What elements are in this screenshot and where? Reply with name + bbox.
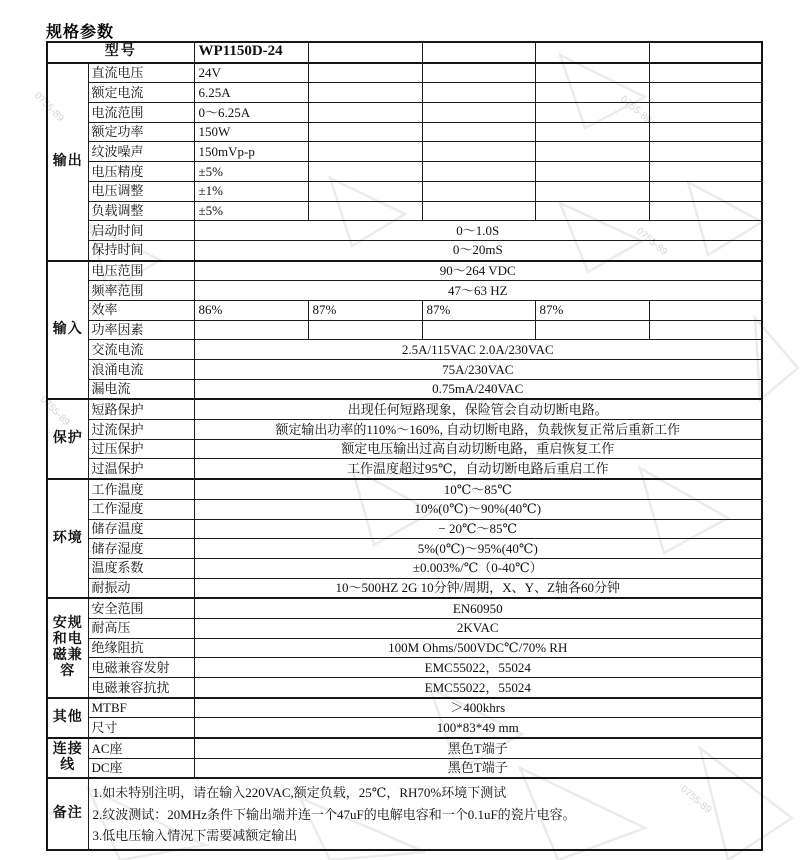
watermark-text: 0755-89 bbox=[618, 93, 654, 126]
table-row bbox=[47, 83, 762, 103]
empty-cell bbox=[535, 83, 649, 103]
row-value: 150mVp-p bbox=[194, 142, 308, 162]
row-value: 0～6.25A bbox=[194, 103, 308, 123]
group-cell: 其他 bbox=[47, 698, 88, 738]
table-row bbox=[47, 558, 762, 578]
empty-cell bbox=[535, 162, 649, 182]
row-value-merged: EMC55022，55024 bbox=[194, 678, 762, 698]
row-label: 交流电流 bbox=[88, 340, 194, 360]
group-cell: 环境 bbox=[47, 479, 88, 598]
row-label: 过温保护 bbox=[88, 459, 194, 479]
empty-cell bbox=[649, 83, 762, 103]
empty-cell bbox=[308, 42, 422, 63]
model-label: 型号 bbox=[47, 42, 194, 63]
row-label: 温度系数 bbox=[88, 558, 194, 578]
table-row bbox=[47, 300, 762, 320]
row-label: 电压调整 bbox=[88, 181, 194, 201]
row-label: 电流范围 bbox=[88, 103, 194, 123]
row-label: 电磁兼容抗扰 bbox=[88, 678, 194, 698]
notes-cell bbox=[88, 778, 762, 850]
row-value-merged: EMC55022，55024 bbox=[194, 658, 762, 678]
row-value-merged: 2.5A/115VAC 2.0A/230VAC bbox=[194, 340, 762, 360]
row-value: 87% bbox=[535, 300, 649, 320]
row-value-merged: 10℃～85℃ bbox=[194, 479, 762, 499]
empty-cell bbox=[422, 201, 535, 221]
model-row bbox=[47, 42, 762, 63]
table-row bbox=[47, 718, 762, 738]
row-value: 24V bbox=[194, 63, 308, 83]
row-value: 87% bbox=[422, 300, 535, 320]
empty-cell bbox=[649, 63, 762, 83]
row-value-merged: 额定电压输出过高自动切断电路，重启恢复工作 bbox=[194, 439, 762, 459]
watermark-text: 0755-89 bbox=[31, 90, 66, 125]
empty-cell bbox=[535, 63, 649, 83]
row-value: 6.25A bbox=[194, 83, 308, 103]
row-value-merged: 47～63 HZ bbox=[194, 281, 762, 301]
watermark-text: 0755-89 bbox=[678, 783, 714, 816]
table-row bbox=[47, 578, 762, 598]
table-row bbox=[47, 459, 762, 479]
row-label: 过流保护 bbox=[88, 420, 194, 440]
row-value-merged: 75A/230VAC bbox=[194, 360, 762, 380]
row-value-merged: 100M Ohms/500VDC℃/70% RH bbox=[194, 638, 762, 658]
row-label: 短路保护 bbox=[88, 399, 194, 419]
row-label: 功率因素 bbox=[88, 320, 194, 340]
row-label: 安全范围 bbox=[88, 598, 194, 618]
row-label: 频率范围 bbox=[88, 281, 194, 301]
row-value-merged: 0～1.0S bbox=[194, 221, 762, 241]
empty-cell bbox=[308, 103, 422, 123]
row-value-merged: EN60950 bbox=[194, 598, 762, 618]
empty-cell bbox=[308, 142, 422, 162]
row-label: 尺寸 bbox=[88, 718, 194, 738]
empty-cell bbox=[422, 83, 535, 103]
group-cell: 保护 bbox=[47, 399, 88, 479]
table-row bbox=[47, 261, 762, 281]
row-label: 电压范围 bbox=[88, 261, 194, 281]
row-label: 工作湿度 bbox=[88, 499, 194, 519]
empty-cell bbox=[649, 320, 762, 340]
row-label: 工作温度 bbox=[88, 479, 194, 499]
table-row bbox=[47, 63, 762, 83]
row-value-merged: 0～20mS bbox=[194, 240, 762, 260]
row-label: 纹波噪声 bbox=[88, 142, 194, 162]
row-label: 绝缘阻抗 bbox=[88, 638, 194, 658]
row-value: ±5% bbox=[194, 201, 308, 221]
empty-cell bbox=[194, 320, 308, 340]
empty-cell bbox=[308, 83, 422, 103]
empty-cell bbox=[308, 122, 422, 142]
note-line: 1.如未特别注明，请在输入220VAC,额定负载，25℃，RH70%环境下测试 bbox=[92, 785, 507, 801]
row-value-merged: ±0.003%/℃（0-40℃） bbox=[194, 558, 762, 578]
row-value-merged: 100*83*49 mm bbox=[194, 718, 762, 738]
row-value-merged: − 20℃～85℃ bbox=[194, 519, 762, 539]
empty-cell bbox=[535, 142, 649, 162]
empty-cell bbox=[535, 181, 649, 201]
row-value: 87% bbox=[308, 300, 422, 320]
row-value-merged: 5%(0℃)～95%(40℃) bbox=[194, 539, 762, 559]
empty-cell bbox=[649, 162, 762, 182]
note-line: 2.纹波测试：20MHz条件下输出端并连一个47uF的电解电容和一个0.1uF的瓷片电容。 bbox=[92, 806, 576, 822]
row-value-merged: ＞400khrs bbox=[194, 698, 762, 718]
table-row bbox=[47, 201, 762, 221]
empty-cell bbox=[649, 42, 762, 63]
empty-cell bbox=[308, 162, 422, 182]
row-label: 保持时间 bbox=[88, 240, 194, 260]
table-row bbox=[47, 519, 762, 539]
group-cell: 安规和电磁兼容 bbox=[47, 598, 88, 697]
group-cell: 备注 bbox=[47, 778, 88, 850]
row-value-merged: 工作温度超过95℃，自动切断电路后重启工作 bbox=[194, 459, 762, 479]
empty-cell bbox=[308, 320, 422, 340]
table-row bbox=[47, 420, 762, 440]
row-label: 储存温度 bbox=[88, 519, 194, 539]
row-value-merged: 黑色T端子 bbox=[194, 738, 762, 758]
empty-cell bbox=[535, 42, 649, 63]
empty-cell bbox=[422, 42, 535, 63]
table-row bbox=[47, 340, 762, 360]
table-row bbox=[47, 618, 762, 638]
table-row bbox=[47, 598, 762, 618]
row-label: 漏电流 bbox=[88, 379, 194, 399]
empty-cell bbox=[308, 201, 422, 221]
watermark-text: 0755-89 bbox=[37, 394, 72, 429]
group-cell: 连接线 bbox=[47, 738, 88, 778]
row-value-merged: 10～500HZ 2G 10分钟/周期，X、Y、Z轴各60分钟 bbox=[194, 578, 762, 598]
table-row bbox=[47, 399, 762, 419]
table-row bbox=[47, 221, 762, 241]
watermark-text: 0755-89 bbox=[634, 225, 670, 258]
row-value: 86% bbox=[194, 300, 308, 320]
row-label: 电磁兼容发射 bbox=[88, 658, 194, 678]
table-row bbox=[47, 360, 762, 380]
spec-table-body bbox=[47, 42, 762, 850]
row-label: 储存湿度 bbox=[88, 539, 194, 559]
row-value-merged: 2KVAC bbox=[194, 618, 762, 638]
table-row bbox=[47, 758, 762, 778]
table-row bbox=[47, 479, 762, 499]
empty-cell bbox=[308, 181, 422, 201]
empty-cell bbox=[422, 320, 535, 340]
row-value-merged: 黑色T端子 bbox=[194, 758, 762, 778]
empty-cell bbox=[535, 320, 649, 340]
empty-cell bbox=[649, 103, 762, 123]
row-label: 耐振动 bbox=[88, 578, 194, 598]
row-value: 150W bbox=[194, 122, 308, 142]
row-value-merged: 额定输出功率的110%～160%, 自动切断电路，负载恢复正常后重新工作 bbox=[194, 420, 762, 440]
row-label: 额定电流 bbox=[88, 83, 194, 103]
table-row bbox=[47, 678, 762, 698]
row-value-merged: 90～264 VDC bbox=[194, 261, 762, 281]
row-label: MTBF bbox=[88, 698, 194, 718]
notes-row bbox=[47, 778, 762, 850]
empty-cell bbox=[649, 122, 762, 142]
empty-cell bbox=[535, 122, 649, 142]
empty-cell bbox=[649, 300, 762, 320]
row-value-merged: 0.75mA/240VAC bbox=[194, 379, 762, 399]
table-row bbox=[47, 499, 762, 519]
row-label: 额定功率 bbox=[88, 122, 194, 142]
table-row bbox=[47, 320, 762, 340]
row-value-merged: 出现任何短路现象，保险管会自动切断电路。 bbox=[194, 399, 762, 419]
empty-cell bbox=[422, 63, 535, 83]
empty-cell bbox=[535, 201, 649, 221]
table-row bbox=[47, 539, 762, 559]
row-label: 浪涌电流 bbox=[88, 360, 194, 380]
page-title: 规格参数 bbox=[46, 24, 115, 41]
empty-cell bbox=[422, 162, 535, 182]
row-value-merged: 10%(0℃)～90%(40℃) bbox=[194, 499, 762, 519]
row-label: AC座 bbox=[88, 738, 194, 758]
table-row bbox=[47, 181, 762, 201]
row-label: 效率 bbox=[88, 300, 194, 320]
row-label: 直流电压 bbox=[88, 63, 194, 83]
spec-table bbox=[46, 41, 763, 851]
row-value: ±1% bbox=[194, 181, 308, 201]
empty-cell bbox=[535, 103, 649, 123]
row-label: 过压保护 bbox=[88, 439, 194, 459]
model-value: WP1150D-24 bbox=[194, 42, 308, 63]
table-row bbox=[47, 738, 762, 758]
table-row bbox=[47, 240, 762, 260]
empty-cell bbox=[422, 122, 535, 142]
table-row bbox=[47, 281, 762, 301]
row-label: 电压精度 bbox=[88, 162, 194, 182]
table-row bbox=[47, 439, 762, 459]
table-row bbox=[47, 122, 762, 142]
empty-cell bbox=[649, 142, 762, 162]
table-row bbox=[47, 103, 762, 123]
table-row bbox=[47, 638, 762, 658]
empty-cell bbox=[422, 142, 535, 162]
note-line: 3.低电压输入情况下需要减额定输出 bbox=[92, 828, 298, 844]
table-row bbox=[47, 142, 762, 162]
table-row bbox=[47, 162, 762, 182]
row-label: 负载调整 bbox=[88, 201, 194, 221]
row-label: 启动时间 bbox=[88, 221, 194, 241]
table-row bbox=[47, 658, 762, 678]
empty-cell bbox=[649, 201, 762, 221]
table-row bbox=[47, 698, 762, 718]
table-row bbox=[47, 379, 762, 399]
empty-cell bbox=[308, 63, 422, 83]
empty-cell bbox=[649, 181, 762, 201]
group-cell: 输出 bbox=[47, 63, 88, 261]
group-cell: 输入 bbox=[47, 261, 88, 400]
row-label: 耐高压 bbox=[88, 618, 194, 638]
empty-cell bbox=[422, 103, 535, 123]
row-label: DC座 bbox=[88, 758, 194, 778]
row-value: ±5% bbox=[194, 162, 308, 182]
empty-cell bbox=[422, 181, 535, 201]
